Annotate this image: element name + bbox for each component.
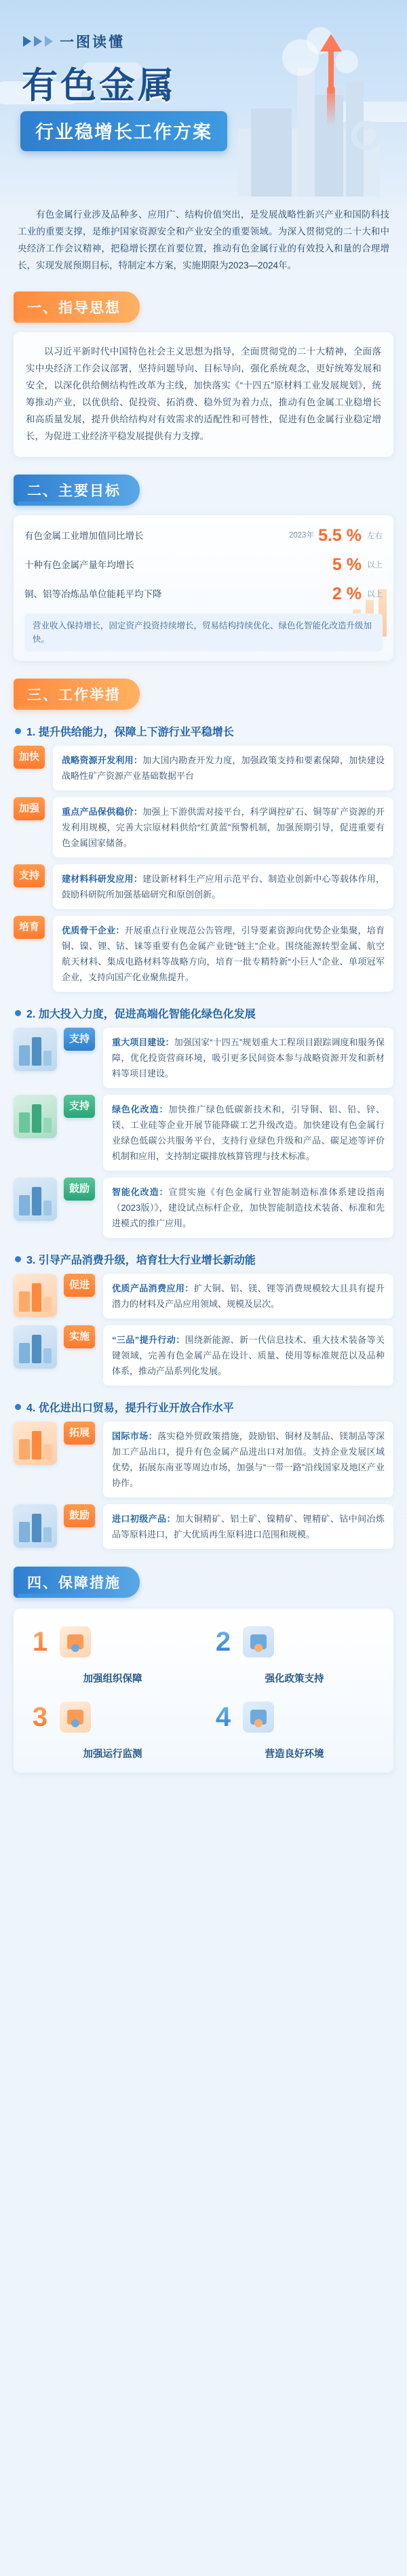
guarantee-item [23,1695,201,1739]
measure-text: 加强上下游供需对接平台，科学调控矿石、铜等矿产资源的开发利用规模，完善大宗原材料供给“红黄蓝”预警机制，加强预期引导，促进重要有色金属国家储备。 [62,807,385,848]
illustration-thumbnail [14,1095,57,1138]
measure-title [15,1251,392,1267]
measure-text: 加强国家“十四五”规划重大工程项目跟踪调度和服务保障，优化投资营商环境，吸引更多民间资本参与战略资源开发和新材料等项目建设。 [112,1037,385,1079]
growth-arrow-icon [320,34,342,52]
section-decoration [18,1594,113,1598]
guarantee-labels-row [23,1744,384,1760]
guarantee-item [206,1619,384,1664]
measure-lead: 重大项目建设： [112,1037,174,1047]
bullet-dot-icon [15,1256,21,1262]
measure-tag: 加快 [14,746,45,769]
guarantee-label: 加强运行监测 [83,1749,142,1760]
goal-unit: 以上 [367,590,383,599]
measure-tag: 促进 [64,1274,95,1297]
measure-item [14,1028,393,1088]
guarantee-number: 4 [210,1704,236,1731]
factory-illustration [210,27,407,197]
measure-lead: 建材料科研发应用： [62,874,143,884]
measure-body [103,1274,393,1319]
measure-item [14,1504,393,1549]
monitoring-icon [60,1702,91,1733]
section-title: 一、指导思想 [14,291,140,323]
measure-item [14,1095,393,1171]
illustration-thumbnail [14,1178,57,1221]
section-decoration [18,319,113,323]
measure-body [53,797,393,858]
guarantee-number: 2 [210,1628,236,1655]
section-title: 二、主要目标 [14,475,140,506]
measure-lead: 绿色化改造： [112,1104,169,1114]
measure-tag: 加强 [14,797,45,820]
page-title: 有色金属 [22,66,176,106]
section-header-goals [14,475,393,506]
goal-label: 铜、铝等冶炼品单位能耗平均下降 [24,588,162,599]
guarantee-number: 3 [27,1704,53,1731]
measure-lead: “三品”提升行动： [112,1335,185,1345]
measure-lead: 战略资源开发利用： [62,755,143,765]
measure-item [14,916,393,992]
goal-row [24,526,383,546]
goal-unit: 以上 [367,561,383,569]
triangle-arrows-icon [23,36,53,47]
section-title: 三、工作举措 [14,679,140,710]
illustration-thumbnail [14,1504,57,1548]
intro-paragraph: 有色金属行业涉及品种多、应用广、结构价值突出，是发展战略性新兴产业和国防科技工业的重要支撑，是维护国家资源安全和产业安全的重要领域。为深入贯彻党的二十大和中央经济工作会议精神，把稳增长摆在首要位置，推动有色金属行业的有效投入和量的合理增长，实现发展预期目标，特制定本方案，实施期限为2023—2024年。 [18,209,389,270]
guarantee-label: 强化政策支持 [265,1674,324,1685]
measure-text: 建设新材料生产应用示范平台、制造业创新中心等载体作用，鼓励科研院所加强基础研究和原创创新。 [62,874,385,900]
section-header-guarantees [14,1567,393,1598]
measure-tag: 培育 [14,916,45,939]
guarantee-item [206,1695,384,1739]
illustration-thumbnail [14,1422,57,1465]
measure-text: 宣贯实施《有色金属行业智能制造标准体系建设指南（2023版）》，建设试点标杆企业，加快智能制造技术装备、标准和先进模式的推广应用。 [112,1187,385,1228]
measure-title-label: 3. 引导产品消费升级，培育壮大行业增长新动能 [26,1255,256,1266]
bullet-dot-icon [15,1404,21,1410]
measure-title [15,723,392,739]
bullet-dot-icon [15,1010,21,1016]
illustration-thumbnail [14,1274,57,1317]
environment-icon [243,1702,274,1733]
goal-label: 有色金属工业增加值同比增长 [24,530,144,541]
measure-title-label: 4. 优化进出口贸易，提升行业开放合作水平 [26,1403,234,1414]
illustration-thumbnail [14,1325,57,1369]
goal-value: 5.5 % [318,526,362,545]
measure-item [14,1422,393,1497]
measure-lead: 重点产品保供稳价： [62,807,143,817]
goal-unit: 左右 [367,531,383,540]
measure-lead: 国际市场： [112,1431,158,1441]
bullet-dot-icon [15,728,21,734]
measure-item [14,797,393,858]
measure-body [53,916,393,992]
guarantee-label: 营造良好环境 [265,1749,324,1760]
growth-arrow-tail [327,85,335,126]
goals-note: 营业收入保持增长，固定资产投资持续增长，贸易结构持续优化、绿色化智能化改造升级加快。 [24,613,383,651]
measure-text: 加快推广绿色低碳新技术和，引导铜、铝、铅、锌、镁、工业硅等企业开展节能降碳工艺升级改造。加快建设有色金属行业绿色低碳公共服务平台，支持行业绿色升级和产品、碳足迹等评价机制和应用，支持制定碳排放核算管理与技术标准。 [112,1104,385,1161]
measure-title [15,1399,392,1415]
measure-lead: 优质骨干企业： [62,925,125,935]
illustration-thumbnail [14,1028,57,1071]
page-subtitle: 行业稳增长工作方案 [20,111,227,151]
guarantees-card [14,1609,393,1773]
goal-value: 2 % [332,584,362,603]
measure-text: 围绕新能源、新一代信息技术、重大技术装备等关键领域，完善有色金属产品在设计、质量、使用等标准规范以及品种体系，推动产品系列化发展。 [112,1335,385,1376]
hero-kicker-label: 一图读懂 [60,35,125,50]
measure-text: 扩大铜、铝、镁、锂等消费规模较大且具有提升潜力的材料及产品应用领域、规模及层次。 [112,1283,385,1309]
measure-tag: 鼓励 [64,1504,95,1527]
section-decoration [18,502,113,506]
measure-text: 开展重点行业规范公告管理，引导要素资源向优势企业集聚，培育铜、镍、锂、钴、铼等重要有色金属产业链“链主”企业。围绕能源转型金属、航空航天材料、集成电路材料等战略方向，培育一批专精特新“小巨人”企业、单项冠军企业，支持向国产化业聚焦提升。 [62,925,385,982]
section-header-measures [14,679,393,710]
measure-body [53,864,393,909]
measure-lead: 智能化改造： [112,1187,169,1197]
goal-year: 2023年 [288,531,315,540]
gear-icon [351,121,381,150]
measure-tag: 鼓励 [64,1178,95,1201]
measure-title-label: 1. 提升供给能力，保障上下游行业平稳增长 [26,727,234,738]
section-header-guiding [14,291,393,323]
goal-value: 5 % [332,555,362,574]
guarantee-labels-row [23,1668,384,1685]
measure-item [14,1178,393,1238]
measure-item [14,864,393,909]
measure-tag: 实施 [64,1325,95,1348]
measure-lead: 优质产品消费应用： [112,1283,194,1293]
measure-tag: 支持 [64,1028,95,1051]
goals-card [14,515,393,661]
measure-body [103,1325,393,1386]
section-decoration [18,706,113,710]
guarantees-grid [23,1619,384,1664]
measure-lead: 进口初级产品： [112,1514,176,1524]
measure-body [103,1504,393,1549]
measure-text: 加大国内勘查开发力度，加强政策支持和要素保障，加快建设战略性矿产资源产业基础数据平台 [62,755,385,781]
guarantees-grid [23,1695,384,1739]
goal-row [24,584,383,604]
goal-label: 十种有色金属产量年均增长 [24,559,134,570]
measure-text: 落实稳外贸政策措施，鼓励铝、铜材及制品、镁制品等深加工产品出口，提升有色金属产品进出口对加值。支持企业发展区域优势，拓展东南亚等周边市场，加强与“一带一路”沿线国家及地区产业协作。 [112,1431,385,1488]
guiding-text: 以习近平新时代中国特色社会主义思想为指导，全面贯彻党的二十大精神，全面落实中央经济工作会议部署，坚持问题导向、目标导向，强化系统观念，更好统筹发展和安全，以深化供给侧结构性改革为主线，加快落实《“十四五”原材料工业发展规划》，统筹推动产业，以优供给、促投资、拓消费、稳外贸为着力点，推动有色金属工业稳增长和高质量发展，提升供给结构对有效需求的适配性和可替性，促进有色金属行业稳定增长，为促进工业经济平稳发展提供有力支撑。 [26,346,381,441]
measure-body [103,1095,393,1171]
measure-item [14,1325,393,1386]
hero-banner [0,0,407,203]
organization-icon [60,1626,91,1657]
measure-body [103,1178,393,1238]
guarantee-number: 1 [27,1628,53,1655]
measure-body [103,1028,393,1088]
measure-text: 加大铜精矿、铝土矿、镍精矿、锂精矿、钴中间冶炼品等原料进口，扩大优质再生原料进口范围和规模。 [112,1514,385,1539]
guarantee-label: 加强组织保障 [83,1674,142,1685]
guiding-card [14,332,393,457]
policy-icon [243,1626,274,1657]
guarantee-item [23,1619,201,1664]
footer-spacer [0,1773,407,1790]
measure-body [103,1422,393,1497]
measure-body [53,746,393,790]
measure-title-label: 2. 加大投入力度，促进高端化智能化绿色化发展 [26,1009,256,1020]
measure-tag: 拓展 [64,1422,95,1445]
measure-tag: 支持 [14,864,45,887]
goal-row [24,555,383,575]
measure-item [14,746,393,790]
measure-item [14,1274,393,1319]
hero-kicker [23,31,125,52]
section-title: 四、保障措施 [14,1567,140,1598]
measure-title [15,1005,392,1021]
measure-tag: 支持 [64,1095,95,1118]
